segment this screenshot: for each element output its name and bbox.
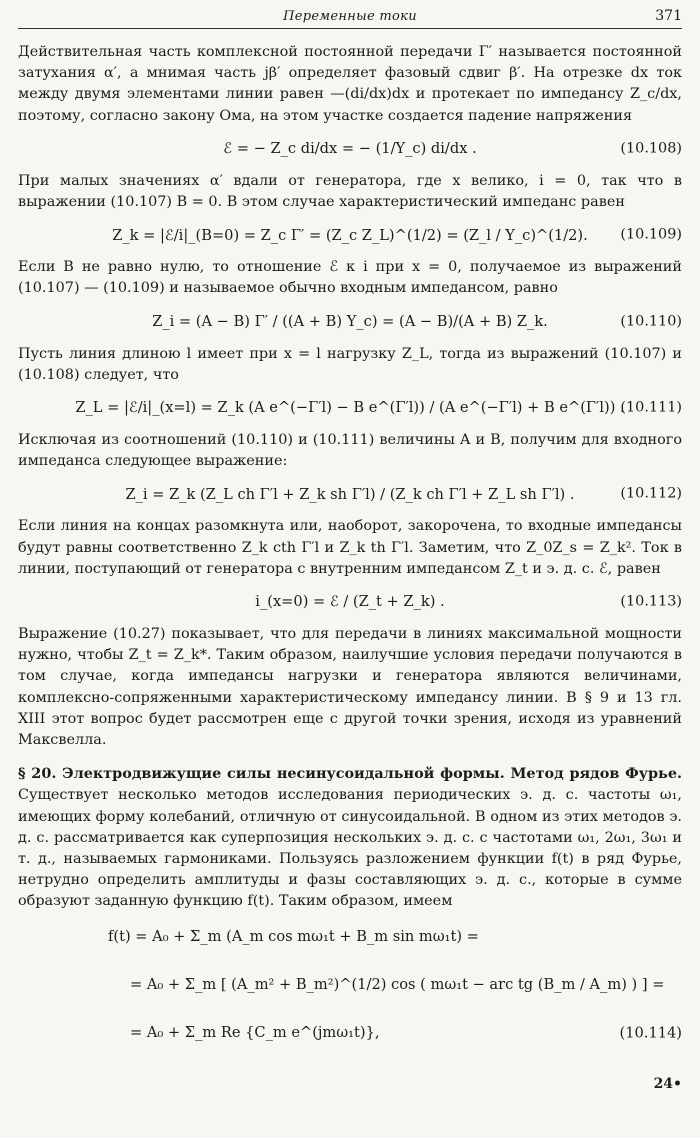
equation-formula: Z_i = (A − B) Γ′ / ((A + B) Y_c) = (A − B)/(A + B) Z_k. [152,313,548,331]
equation-label: (10.112) [620,485,682,502]
signature-mark: 24• [653,1076,682,1092]
equation-10-110 [18,300,682,344]
equation-formula: Z_L = |ℰ/i|_(x=l) = Z_k (A e^(−Γ′l) − B e^(Γ′l)) / (A e^(−Γ′l) + B e^(Γ′l)) . [75,399,625,417]
equation-label: (10.108) [620,140,682,157]
paragraph-4: Пусть линия длиною l имеет при x = l нагрузку Z_L, тогда из выражений (10.107) и (10.108) следует, что [18,345,682,383]
equation-10-112 [18,472,682,516]
paragraph-5: Исключая из соотношений (10.110) и (10.111) величины A и B, получим для входного импеданса следующее выражение: [18,432,682,470]
running-header [18,4,682,29]
equation-formula: i_(x=0) = ℰ / (Z_t + Z_k) . [255,593,445,611]
page-number: 371 [655,8,682,24]
running-title: Переменные токи [283,9,417,24]
equation-10-113 [18,580,682,624]
equation-10-109 [18,213,682,257]
paragraph-3: Если B не равно нулю, то отношение ℰ к i при x = 0, получаемое из выражений (10.107) — (10.109) и называемое обычно входным импедансом, равно [18,259,682,297]
equation-label: (10.114) [619,1024,682,1042]
equation-formula: ℰ = − Z_c di/dx = − (1/Y_c) di/dx . [223,140,477,158]
section-paragraph [18,763,682,912]
paragraph-8: Существует несколько методов исследования периодических э. д. с. частоты ω₁, имеющих форму колебаний, отличную от синусоидальной. В одном из этих методов э. д. с. рассматривается как суперпозиция нескольких э. д. с. с частотами ω₁, 2ω₁, 3ω₁ и т. д., называемых гармониками. Пользуясь разложением функции f(t) в ряд Фурье, нетрудно определить амплитуды и фазы составляющих э. д. с., которые в сумме образуют заданную функцию f(t). Таким образом, имеем [18,787,682,910]
equation-10-114-line-3 [18,1009,682,1057]
paragraph-1: Действительная часть комплексной постоянной передачи Γ′ называется постоянной затухания α′, а мнимая часть jβ′ определяет фазовый сдвиг β′. На отрезке dx ток между двумя элементами линии равен —(di/dx)dx и протекает по импедансу Z_c/dx, поэтому, согласно закону Ома, на этом участке создается падение напряжения [18,44,682,124]
equation-10-114-line-1 [18,913,682,961]
equation-formula: f(t) = A₀ + Σ_m (A_m cos mω₁t + B_m sin mω₁t) = [108,928,479,946]
section-title: § 20. Электродвижущие силы несинусоидальной формы. Метод рядов Фурье. [18,765,682,783]
equation-10-108 [18,127,682,171]
equation-formula: Z_k = |ℰ/i|_(B=0) = Z_c Γ′ = (Z_c Z_L)^(1/2) = (Z_l / Y_c)^(1/2). [112,226,588,244]
equation-10-111 [18,386,682,430]
equation-label: (10.113) [620,593,682,610]
equation-10-114-line-2 [18,961,682,1009]
equation-label: (10.110) [620,313,682,330]
page-body [18,42,682,1057]
paragraph-7: Выражение (10.27) показывает, что для передачи в линиях максимальной мощности нужно, чтобы Z_t = Z_k*. Таким образом, наилучшие условия передачи получаются в том случае, когда импедансы нагрузки и генератора являются величинами, комплексно-сопряженными характеристическому импедансу линии. В § 9 и 13 гл. XIII этот вопрос будет рассмотрен еще с другой точки зрения, исходя из уравнений Максвелла. [18,626,682,749]
paragraph-6: Если линия на концах разомкнута или, наоборот, закорочена, то входные импедансы будут равны соответственно Z_k cth Γ′l и Z_k th Γ′l. Заметим, что Z_0Z_s = Z_k². Ток в линии, поступающий от генератора с внутренним импедансом Z_t и э. д. с. ℰ, равен [18,518,682,577]
equation-formula: = A₀ + Σ_m Re {C_m e^(jmω₁t)}, [130,1024,380,1042]
equation-formula: Z_i = Z_k (Z_L ch Γ′l + Z_k sh Γ′l) / (Z_k ch Γ′l + Z_L sh Γ′l) . [125,485,575,503]
equation-label: (10.111) [620,399,682,416]
equation-formula: = A₀ + Σ_m [ (A_m² + B_m²)^(1/2) cos ( mω₁t − arc tg (B_m / A_m) ) ] = [130,976,665,994]
paragraph-2: При малых значениях α′ вдали от генератора, где x велико, i = 0, так что в выражении (10.107) B = 0. В этом случае характеристический импеданс равен [18,172,682,211]
equation-label: (10.109) [620,226,682,243]
